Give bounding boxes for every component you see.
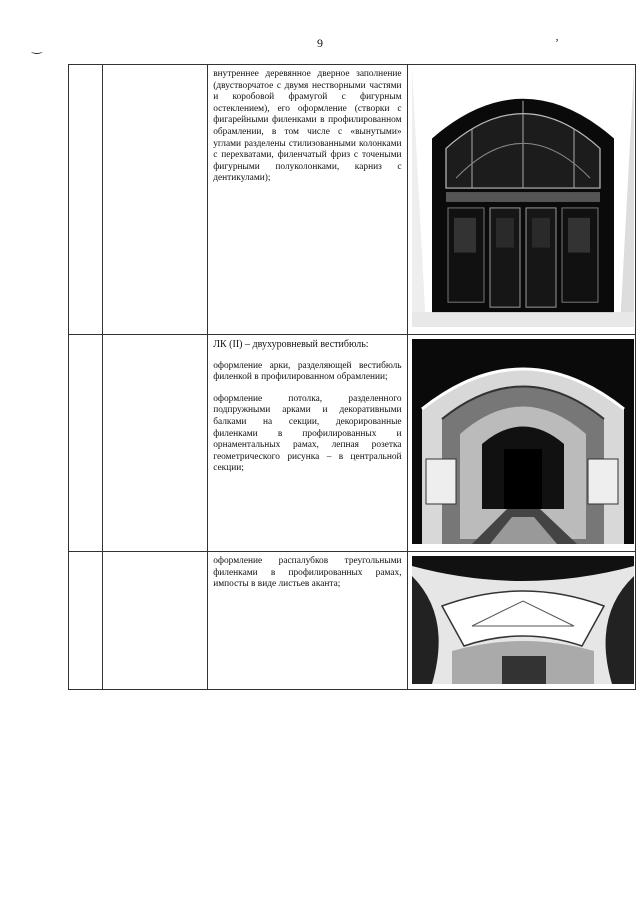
- description-text: внутреннее деревянное дверное заполнение (двустворчатое с двумя нестворными частями и коробовой фрамугой с фигурным остеклением), его оформление (створки с фигарейными филенками в профилированном обрамлении, в том числе с «вынутыми» углами разделены стилизованными колонками с перехватами, филенчатый фриз с точеными фигурными полуколонками, карниз с дентикулами);: [213, 69, 402, 184]
- margin-mark-right: ʼ: [555, 36, 559, 50]
- cell-description: [208, 65, 407, 335]
- description-text: оформление арки, разделяющей вестибюль филенкой в профилированном обрамлении;: [213, 360, 402, 383]
- cell-photo: [407, 552, 635, 690]
- cell-description: [208, 552, 407, 690]
- description-text: оформление распалубков треугольными филенками в профилированных рамах, импосты в виде листьев аканта;: [213, 556, 402, 590]
- cell-object: [103, 65, 208, 335]
- vestibule-photo: [411, 338, 635, 545]
- cell-photo: [407, 65, 635, 335]
- description-table: [68, 64, 636, 690]
- cell-description: [208, 335, 407, 552]
- section-heading: ЛК (II) – двухуровневый вестибюль:: [213, 339, 369, 350]
- cell-index: [69, 335, 103, 552]
- door-photo: [411, 68, 635, 328]
- cell-index: [69, 65, 103, 335]
- cell-photo: [407, 335, 635, 552]
- vault-photo: [411, 555, 635, 685]
- page-number: 9: [317, 36, 323, 50]
- cell-object: [103, 552, 208, 690]
- description-text: оформление потолка, разделенного подпружными арками и декоративными балками на секции, декорированные филенками в профилированных и орнаментальных рамах, лепная розетка геометрического рисунка – в центральной секции;: [213, 393, 402, 474]
- table-row: [69, 335, 636, 552]
- table-row: [69, 65, 636, 335]
- margin-mark-left: ‿: [32, 40, 42, 54]
- cell-object: [103, 335, 208, 552]
- table-row: [69, 552, 636, 690]
- cell-index: [69, 552, 103, 690]
